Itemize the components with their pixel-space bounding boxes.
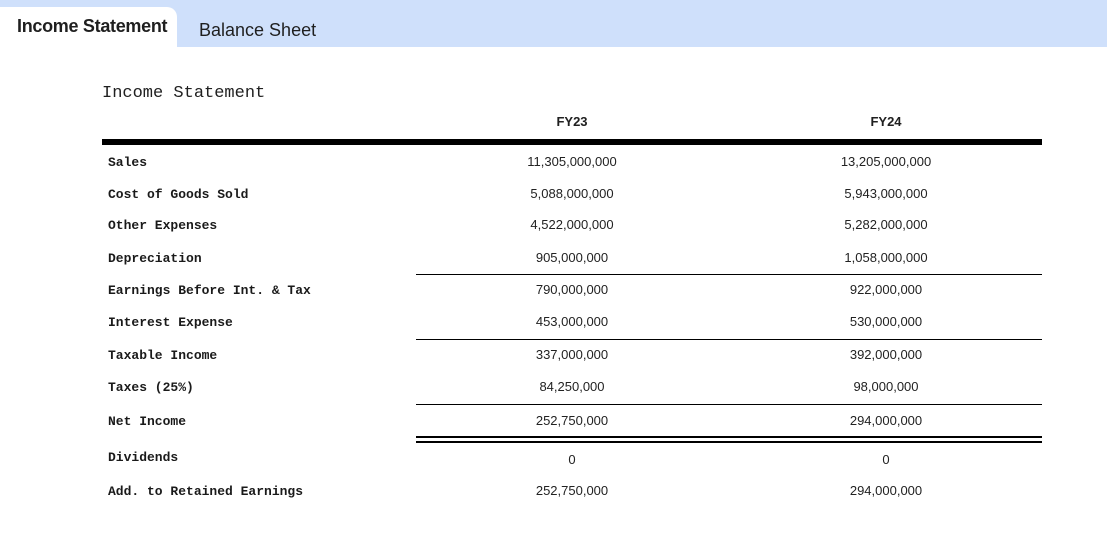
value-fy24: 294,000,000 <box>849 413 923 428</box>
row-label: Depreciation <box>108 251 202 266</box>
row-label: Net Income <box>108 414 187 429</box>
value-fy24: 922,000,000 <box>849 282 923 297</box>
column-header-fy24: FY24 <box>870 114 902 129</box>
tab-balance-sheet[interactable]: Balance Sheet <box>199 20 317 40</box>
value-fy23: 5,088,000,000 <box>530 186 614 201</box>
value-fy23: 905,000,000 <box>535 250 609 265</box>
row-label: Earnings Before Int. & Tax <box>108 283 311 298</box>
double-rule-top <box>416 436 1042 438</box>
value-fy24: 1,058,000,000 <box>844 250 928 265</box>
value-fy23: 252,750,000 <box>535 413 609 428</box>
row-label: Sales <box>108 155 148 170</box>
column-header-fy23: FY23 <box>556 114 588 129</box>
value-fy23: 4,522,000,000 <box>530 217 614 232</box>
value-fy23: 84,250,000 <box>539 379 605 394</box>
value-fy23: 11,305,000,000 <box>527 154 617 169</box>
statement-title: Income Statement <box>102 84 266 103</box>
row-label: Other Expenses <box>108 218 218 233</box>
value-fy24: 5,943,000,000 <box>844 186 928 201</box>
value-fy24: 0 <box>882 452 890 467</box>
value-fy23: 337,000,000 <box>535 347 609 362</box>
value-fy24: 530,000,000 <box>849 314 923 329</box>
subtotal-rule <box>416 404 1042 405</box>
header-rule <box>102 139 1042 145</box>
value-fy23: 0 <box>568 452 576 467</box>
value-fy24: 294,000,000 <box>849 483 923 498</box>
subtotal-rule <box>416 274 1042 275</box>
tab-income-statement[interactable]: Income Statement <box>0 7 177 47</box>
row-label: Dividends <box>108 450 179 465</box>
value-fy23: 790,000,000 <box>535 282 609 297</box>
value-fy24: 13,205,000,000 <box>840 154 932 169</box>
row-label: Cost of Goods Sold <box>108 187 249 202</box>
value-fy24: 392,000,000 <box>849 347 923 362</box>
row-label: Taxable Income <box>108 348 218 363</box>
double-rule-bottom <box>416 441 1042 443</box>
subtotal-rule <box>416 339 1042 340</box>
value-fy23: 252,750,000 <box>535 483 609 498</box>
value-fy23: 453,000,000 <box>535 314 609 329</box>
value-fy24: 5,282,000,000 <box>844 217 928 232</box>
row-label: Interest Expense <box>108 315 233 330</box>
value-fy24: 98,000,000 <box>853 379 919 394</box>
row-label: Add. to Retained Earnings <box>108 484 304 499</box>
row-label: Taxes (25%) <box>108 380 194 395</box>
tab-bar <box>0 0 1107 47</box>
